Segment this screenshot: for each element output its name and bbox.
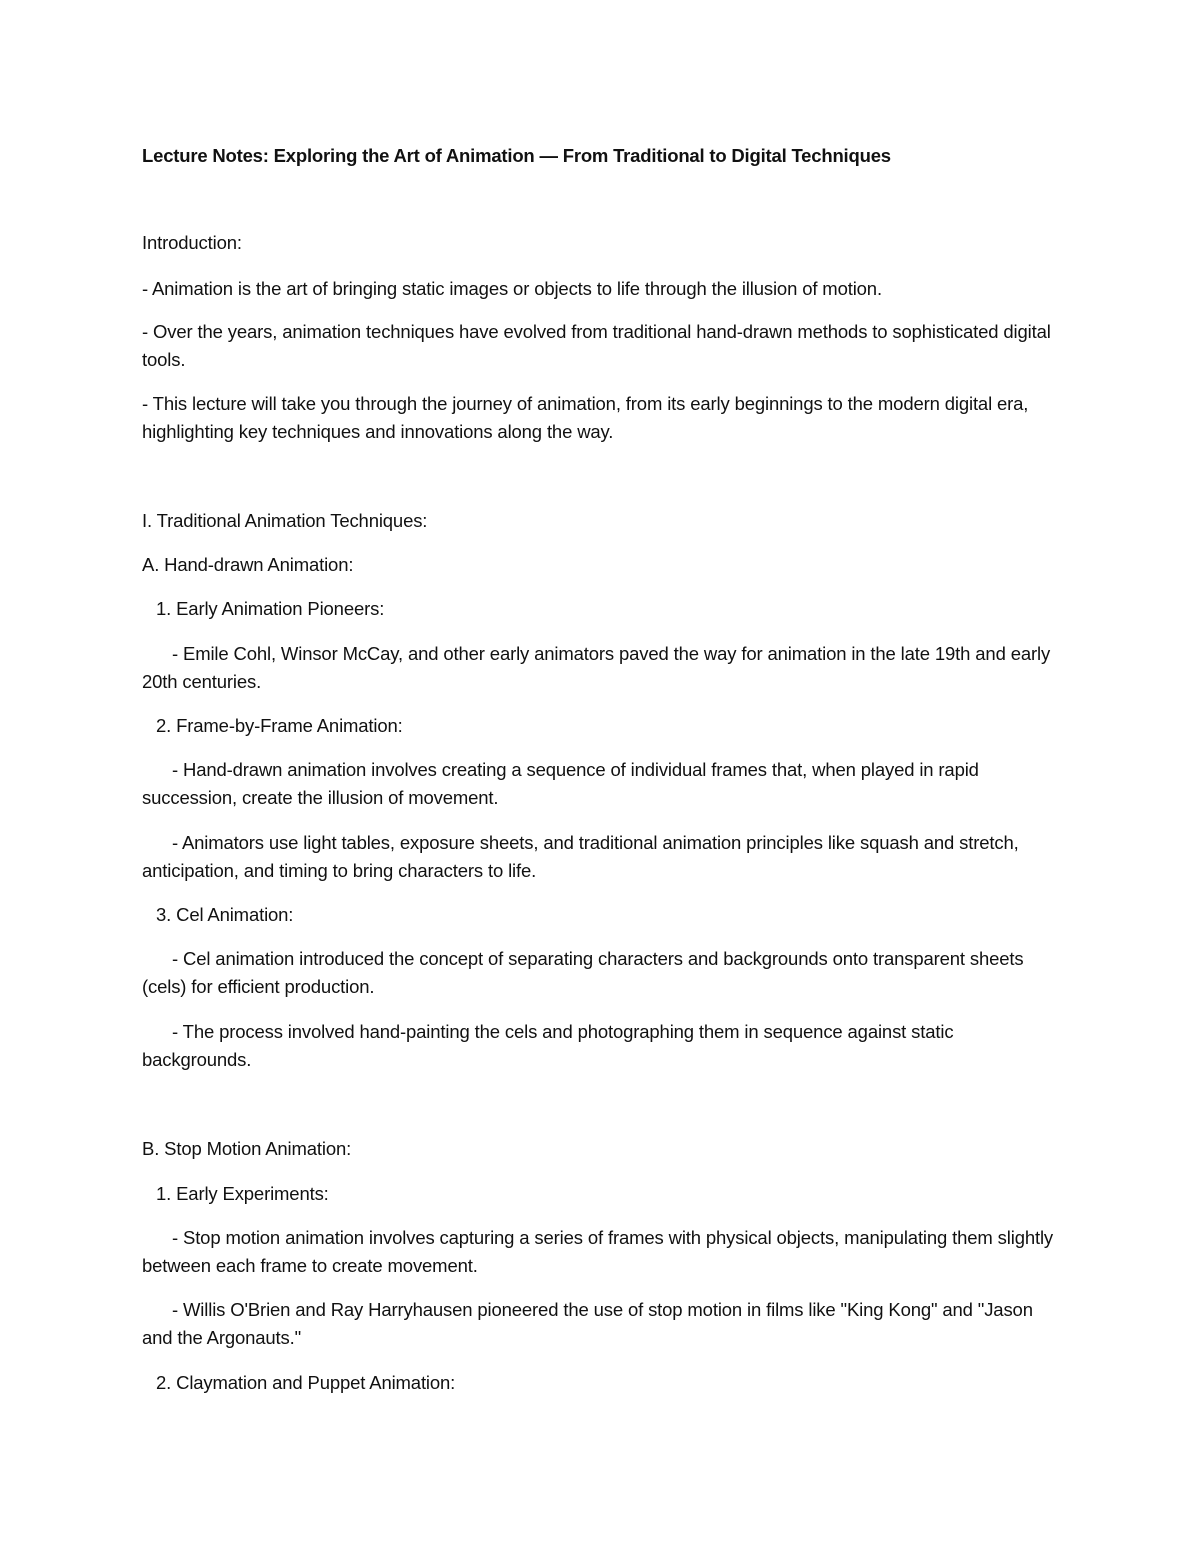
document-title: Lecture Notes: Exploring the Art of Animation — From Traditional to Digital Techniques <box>142 145 891 166</box>
section-1-heading: I. Traditional Animation Techniques: <box>142 510 428 531</box>
section-1b-heading: B. Stop Motion Animation: <box>142 1138 352 1159</box>
section-1a-item-3-paragraph-2: - The process involved hand-painting the cels and photographing them in sequence against static backgrounds. <box>142 1021 954 1070</box>
section-1a-item-2-paragraph-2: - Animators use light tables, exposure sheets, and traditional animation principles like squash and stretch, anticipation, and timing to bring characters to life. <box>142 832 1019 881</box>
intro-paragraph-2: - Over the years, animation techniques have evolved from traditional hand-drawn methods to sophisticated digital tools. <box>142 321 1051 370</box>
intro-paragraph-3: - This lecture will take you through the journey of animation, from its early beginnings to the modern digital era, highlighting key techniques and innovations along the way. <box>142 393 1029 442</box>
section-1a-item-1-heading: 1. Early Animation Pioneers: <box>156 598 385 619</box>
section-1a-item-2-heading: 2. Frame-by-Frame Animation: <box>156 715 403 736</box>
section-1a-item-2-paragraph-1: - Hand-drawn animation involves creating a sequence of individual frames that, when played in rapid succession, create the illusion of movement. <box>142 759 979 808</box>
section-1a-item-1-paragraph-1: - Emile Cohl, Winsor McCay, and other early animators paved the way for animation in the late 19th and early 20th centuries. <box>142 643 1051 692</box>
intro-heading: Introduction: <box>142 232 242 253</box>
section-1a-item-3-paragraph-1: - Cel animation introduced the concept of separating characters and backgrounds onto transparent sheets (cels) for efficient production. <box>142 948 1024 997</box>
section-1b-item-1-paragraph-2: - Willis O'Brien and Ray Harryhausen pioneered the use of stop motion in films like "King Kong" and "Jason and the Argonauts." <box>142 1299 1033 1348</box>
section-1a-heading: A. Hand-drawn Animation: <box>142 554 354 575</box>
section-1b-item-1-heading: 1. Early Experiments: <box>156 1183 329 1204</box>
section-1b-item-1-paragraph-1: - Stop motion animation involves capturing a series of frames with physical objects, manipulating them slightly between each frame to create movement. <box>142 1227 1054 1276</box>
section-1a-item-3-heading: 3. Cel Animation: <box>156 904 294 925</box>
intro-paragraph-1: - Animation is the art of bringing static images or objects to life through the illusion of motion. <box>142 278 882 299</box>
section-1b-item-2-heading: 2. Claymation and Puppet Animation: <box>156 1372 456 1393</box>
